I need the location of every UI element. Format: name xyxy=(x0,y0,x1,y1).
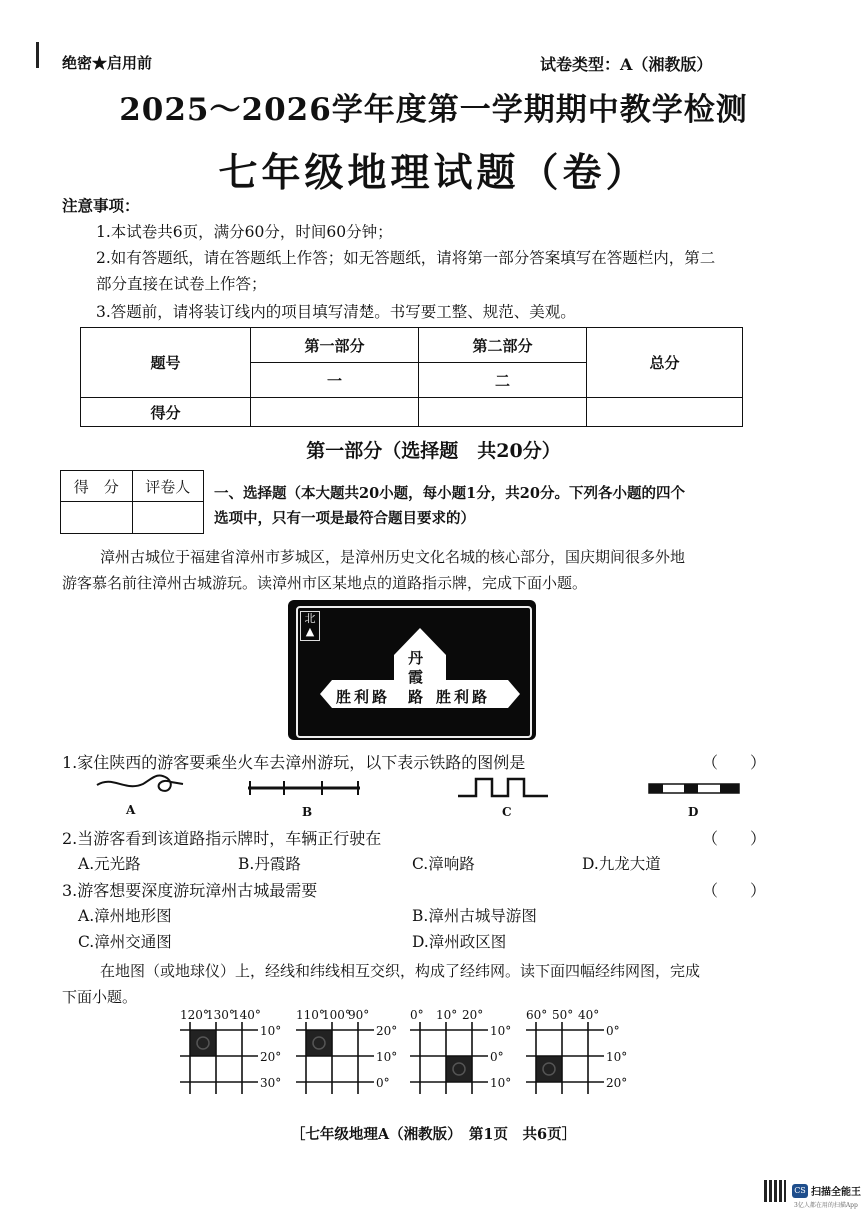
shaded-cell xyxy=(536,1056,562,1082)
exam-subtitle: 七年级地理试题（卷） xyxy=(218,151,649,196)
passage-2-line-2: 下面小题。 xyxy=(62,988,138,1006)
q3-option-c[interactable]: C.漳州交通图 xyxy=(78,933,172,951)
latitude-label: 10° xyxy=(376,1050,398,1064)
longitude-label: 10° xyxy=(436,1008,458,1022)
grid-lines xyxy=(410,1022,490,1096)
secret-label: 绝密★启用前 xyxy=(62,54,153,72)
score-cell-1[interactable] xyxy=(251,398,419,427)
grader-score-label: 得 分 xyxy=(61,471,133,502)
longitude-label: 120° xyxy=(180,1008,209,1022)
shaded-cell xyxy=(190,1030,216,1056)
answer-blank-2[interactable]: （ ） xyxy=(702,829,767,848)
q3-option-b[interactable]: B.漳州古城导游图 xyxy=(412,907,537,925)
north-label: 北 xyxy=(304,612,316,625)
longitude-label: 60° xyxy=(526,1008,548,1022)
answer-blank-1[interactable]: （ ） xyxy=(702,753,767,772)
question-2: 2.当游客看到该道路指示牌时，车辆正行驶在 xyxy=(62,829,382,848)
legend-a-label: A xyxy=(126,803,136,817)
passage-1-line-2: 游客慕名前往漳州古城游玩。读漳州市区某地点的道路指示牌，完成下面小题。 xyxy=(62,574,588,592)
legend-d-icon xyxy=(648,782,740,796)
question-3: 3.游客想要深度游玩漳州古城最需要 xyxy=(62,881,318,900)
answer-blank-3[interactable]: （ ） xyxy=(702,881,767,900)
part2-sub: 二 xyxy=(419,363,587,398)
road-name-vertical-1: 丹 xyxy=(408,649,424,667)
longitude-label: 0° xyxy=(410,1008,424,1022)
grid-lines xyxy=(526,1022,606,1096)
passage-1-line-1: 漳州古城位于福建省漳州市芗城区，是漳州历史文化名城的核心部分，国庆期间很多外地 xyxy=(100,548,686,566)
road-name-left: 胜利路 xyxy=(336,688,391,706)
score-cell-total[interactable] xyxy=(587,398,743,427)
q3-option-d[interactable]: D.漳州政区图 xyxy=(412,933,507,951)
scanner-watermark: 扫描全能王 xyxy=(811,1187,861,1198)
longitude-label: 140° xyxy=(232,1008,261,1022)
section-heading: 一、选择题（本大题共20小题，每小题1分，共20分。下列各小题的四个 xyxy=(214,485,685,502)
latitude-label: 20° xyxy=(376,1024,398,1038)
longitude-label: 110° xyxy=(296,1008,325,1022)
longitude-label: 50° xyxy=(552,1008,574,1022)
latitude-label: 10° xyxy=(260,1024,282,1038)
scanner-watermark-sub: 3亿人都在用的扫描App xyxy=(794,1202,858,1209)
total-header: 总分 xyxy=(587,328,743,398)
longitude-label: 40° xyxy=(578,1008,600,1022)
legend-b-icon xyxy=(246,778,362,798)
road-name-vertical-2: 霞 xyxy=(408,668,424,686)
grader-score-cell[interactable] xyxy=(61,502,133,534)
shaded-cell xyxy=(306,1030,332,1056)
q3-option-a[interactable]: A.漳州地形图 xyxy=(78,907,172,925)
latitude-label: 30° xyxy=(260,1076,282,1090)
note-item: 部分直接在试卷上作答； xyxy=(96,275,267,293)
section-heading-2: 选项中，只有一项是最符合题目要求的） xyxy=(214,510,475,527)
part1-header: 第一部分 xyxy=(251,328,419,363)
note-item: 3.答题前，请将装订线内的项目填写清楚。书写要工整、规范、美观。 xyxy=(96,303,576,321)
legend-c-label: C xyxy=(502,805,512,819)
qr-code-icon xyxy=(764,1180,786,1202)
legend-a-icon xyxy=(95,770,185,800)
latitude-label: 0° xyxy=(606,1024,620,1038)
latitude-label: 10° xyxy=(490,1076,512,1090)
latitude-label: 10° xyxy=(606,1050,628,1064)
legend-c-icon xyxy=(458,776,550,800)
paper-type: 试卷类型：A（湘教版） xyxy=(540,55,713,74)
grader-table xyxy=(60,470,204,534)
part1-sub: 一 xyxy=(251,363,419,398)
north-indicator xyxy=(300,611,320,641)
latitude-label: 0° xyxy=(490,1050,504,1064)
q2-option-b[interactable]: B.丹霞路 xyxy=(238,855,301,873)
north-arrow-icon: ▲ xyxy=(305,625,315,638)
binding-mark xyxy=(36,42,39,68)
part1-title: 第一部分（选择题 共20分） xyxy=(306,440,561,462)
latitude-label: 20° xyxy=(260,1050,282,1064)
longitude-label: 90° xyxy=(348,1008,370,1022)
q2-option-d[interactable]: D.九龙大道 xyxy=(582,855,661,873)
longitude-label: 130° xyxy=(206,1008,235,1022)
grader-reviewer-label: 评卷人 xyxy=(132,471,204,502)
grader-reviewer-cell[interactable] xyxy=(132,502,204,534)
score-table xyxy=(80,327,743,427)
legend-b-label: B xyxy=(302,805,313,819)
grid-lines xyxy=(296,1022,376,1096)
road-name-right: 胜利路 xyxy=(436,688,491,706)
shaded-cell xyxy=(446,1056,472,1082)
grid-lines xyxy=(180,1022,260,1096)
notes-heading: 注意事项： xyxy=(62,196,140,215)
latitude-label: 0° xyxy=(376,1076,390,1090)
score-label: 得分 xyxy=(81,398,251,427)
note-item: 2.如有答题纸，请在答题纸上作答；如无答题纸，请将第一部分答案填写在答题栏内，第二 xyxy=(96,249,716,267)
legend-d-label: D xyxy=(688,805,699,819)
passage-2-line-1: 在地图（或地球仪）上，经线和纬线相互交织，构成了经纬网。读下面四幅经纬网图，完成 xyxy=(100,962,701,980)
part2-header: 第二部分 xyxy=(419,328,587,363)
question-no-header: 题号 xyxy=(81,328,251,398)
longitude-label: 100° xyxy=(322,1008,351,1022)
latitude-label: 10° xyxy=(490,1024,512,1038)
score-cell-2[interactable] xyxy=(419,398,587,427)
q2-option-a[interactable]: A.元光路 xyxy=(78,855,141,873)
note-item: 1.本试卷共6页，满分60分，时间60分钟； xyxy=(96,223,393,241)
road-name-vertical-3: 路 xyxy=(408,688,424,706)
question-1: 1.家住陕西的游客要乘坐火车去漳州游玩，以下表示铁路的图例是 xyxy=(62,753,526,772)
latitude-label: 20° xyxy=(606,1076,628,1090)
exam-title: 2025～2026学年度第一学期期中教学检测 xyxy=(119,92,748,128)
scanner-logo-icon: CS xyxy=(792,1184,808,1198)
page-footer: ［七年级地理A（湘教版） 第1页 共6页］ xyxy=(290,1126,577,1143)
q2-option-c[interactable]: C.漳响路 xyxy=(412,855,475,873)
longitude-label: 20° xyxy=(462,1008,484,1022)
